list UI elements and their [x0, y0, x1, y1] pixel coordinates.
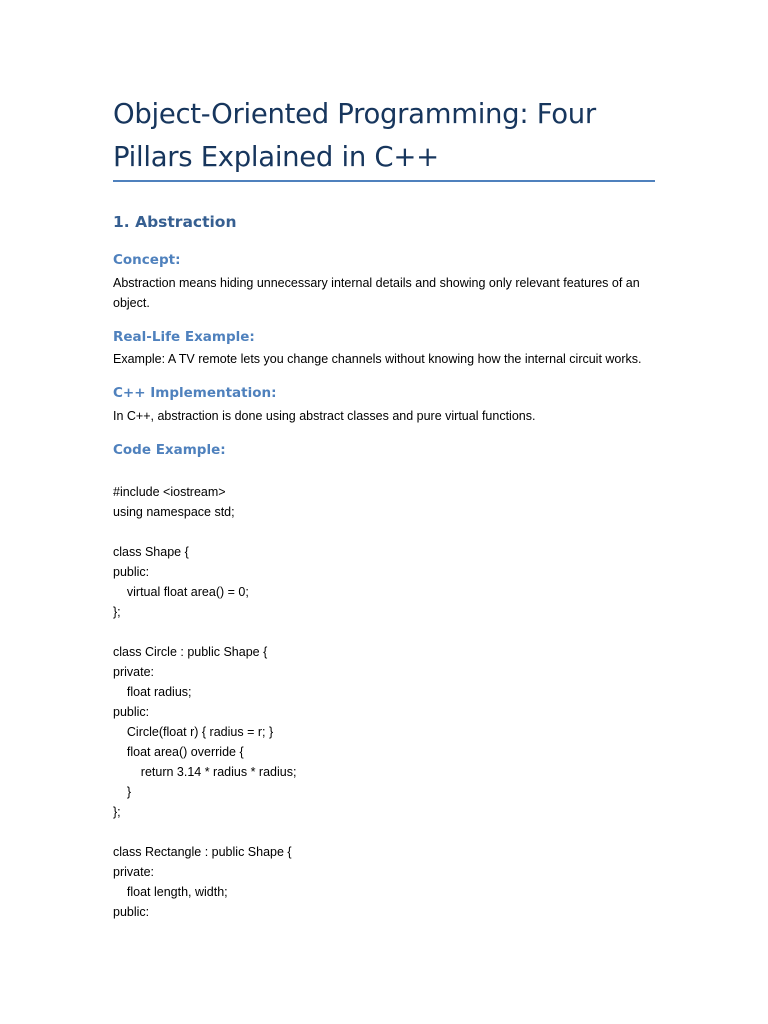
code-line — [113, 522, 658, 542]
code-line: public: — [113, 705, 150, 719]
code-example-heading: Code Example: — [113, 442, 226, 458]
code-line — [113, 622, 658, 642]
title-line-1: Object-Oriented Programming: Four — [113, 98, 596, 130]
code-line: virtual float area() = 0; — [113, 585, 249, 599]
code-line: public: — [113, 565, 150, 579]
code-line: float radius; — [113, 685, 192, 699]
cpp-implementation-heading: C++ Implementation: — [113, 385, 277, 401]
code-line: private: — [113, 665, 154, 679]
concept-paragraph: Abstraction means hiding unnecessary internal details and showing only relevant features of an object. — [113, 276, 640, 310]
real-life-example-paragraph: Example: A TV remote lets you change channels without knowing how the internal circuit works. — [113, 352, 642, 366]
concept-heading: Concept: — [113, 252, 181, 268]
code-line: return 3.14 * radius * radius; — [113, 765, 297, 779]
code-line: class Circle : public Shape { — [113, 645, 268, 659]
code-line: class Rectangle : public Shape { — [113, 845, 292, 859]
code-line: float length, width; — [113, 885, 228, 899]
code-block — [113, 482, 658, 922]
code-line: }; — [113, 605, 121, 619]
code-line — [113, 822, 658, 842]
title-line-2: Pillars Explained in C++ — [113, 141, 439, 173]
title-underline — [113, 180, 655, 182]
code-line: using namespace std; — [113, 505, 235, 519]
code-line: }; — [113, 805, 121, 819]
section-heading-abstraction: 1. Abstraction — [113, 213, 237, 231]
code-line: #include <iostream> — [113, 485, 226, 499]
code-line: private: — [113, 865, 154, 879]
document-title — [113, 93, 658, 179]
cpp-implementation-paragraph: In C++, abstraction is done using abstract classes and pure virtual functions. — [113, 409, 536, 423]
code-line: Circle(float r) { radius = r; } — [113, 725, 274, 739]
code-line: class Shape { — [113, 545, 189, 559]
code-line: public: — [113, 905, 150, 919]
real-life-example-heading: Real-Life Example: — [113, 329, 255, 345]
code-line: } — [113, 785, 132, 799]
code-line: float area() override { — [113, 745, 244, 759]
document-page — [113, 0, 658, 1024]
